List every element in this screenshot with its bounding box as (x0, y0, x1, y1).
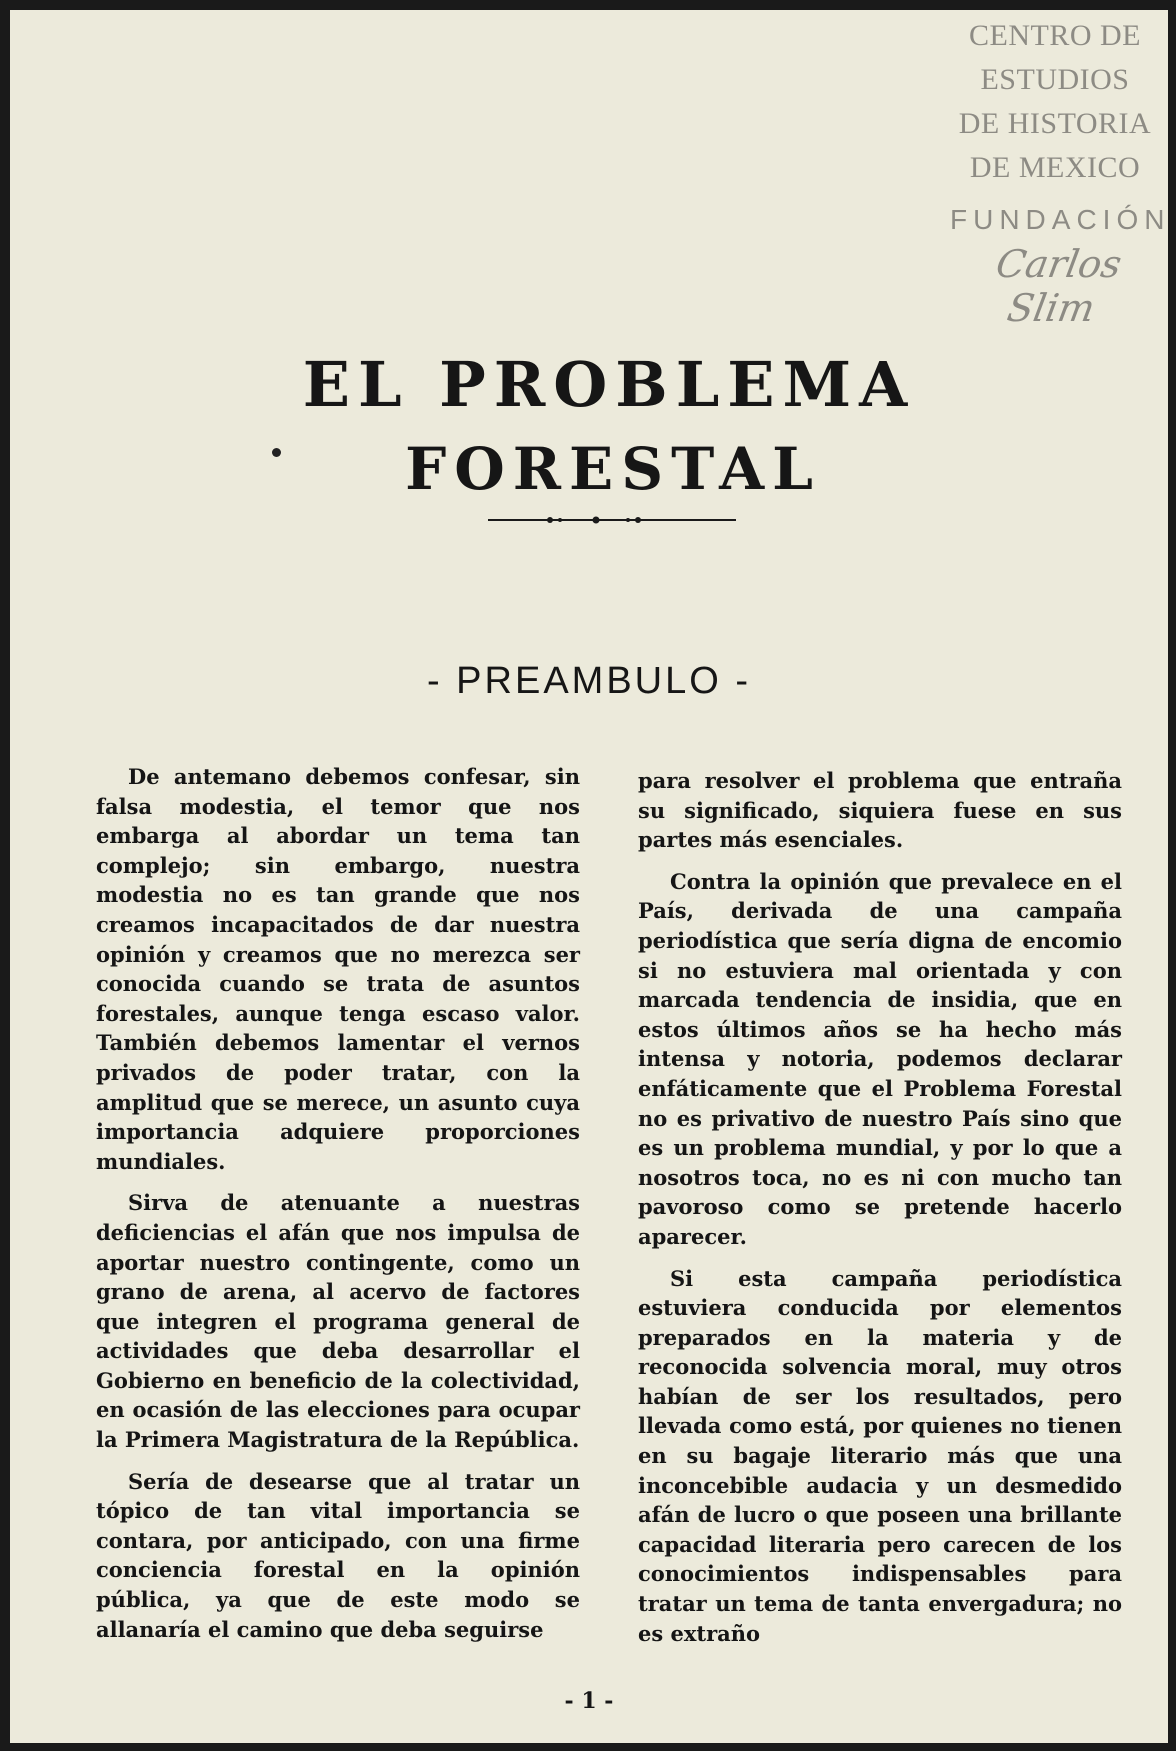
page-number: - 1 - (564, 1688, 614, 1714)
watermark-signature: Carlos Slim (992, 242, 1125, 330)
watermark-line: ESTUDIOS (980, 63, 1130, 96)
watermark-foundation: FUNDACIÓN (950, 204, 1171, 235)
paragraph: Contra la opinión que prevalece en el País, derivada de una campaña periodística que sería digna de encomio si no estuviera mal orientada y con marcada tendencia de insidia, que en estos últimos años se ha hecho más intensa y notoria, podemos declarar enfáticamente que el Problema Forestal no es privativo de nuestro País sino que es un problema mundial, y por lo que a nosotros toca, no es ni con mucho tan pavoroso como se pretende hacerlo aparecer. (638, 868, 1122, 1249)
watermark-line: CENTRO DE (969, 19, 1141, 52)
watermark-line: DE MEXICO (969, 151, 1141, 184)
left-text-column (96, 762, 580, 1656)
paragraph: para resolver el problema que entraña su significado, siquiera fuese en sus partes más esenciales. (638, 768, 1122, 853)
section-heading: - PREAMBULO - (426, 660, 752, 702)
document-title-line-2: FORESTAL (405, 435, 821, 503)
right-text-column (638, 766, 1122, 1660)
paragraph: Sería de desearse que al tratar un tópico de tan vital importancia se contara, por anticipado, con una firme conciencia forestal en la opinión pública, ya que de este modo se allanaría el camino que deba seguirse (96, 1468, 580, 1642)
paragraph: Sirva de atenuante a nuestras deficiencias el afán que nos impulsa de aportar nuestro contingente, como un grano de arena, al acervo de factores que integren el programa general de actividades que deba desarrollar el Gobierno en beneficio de la colectividad, en ocasión de las elecciones para ocupar la Primera Magistratura de la República. (96, 1190, 580, 1453)
title-ornament-rule (488, 515, 736, 525)
document-page (10, 10, 1171, 1743)
archive-watermark (950, 14, 1171, 330)
paragraph: De antemano debemos confesar, sin falsa modestia, el temor que nos embarga al abordar un tema tan complejo; sin embargo, nuestra modestia no es tan grande que nos creamos incapacitados de dar nuestra opinión y creamos que no merezca ser conocida cuando se trata de asuntos forestales, aunque tenga escaso valor. También debemos lamentar el vernos privados de poder tratar, con la amplitud que se merece, un asunto cuya importancia adquiere proporciones mundiales. (96, 764, 580, 1174)
document-title-line-1: EL PROBLEMA (302, 348, 916, 421)
paragraph: Si esta campaña periodística estuviera conducida por elementos preparados en la materia y de reconocida solvencia moral, muy otros habían de ser los resultados, pero llevada como está, por quienes no tienen en su bagaje literario más que una inconcebible audacia y un desmedido afán de lucro o que poseen una brillante capacidad literaria pero carecen de los conocimientos indispensables para tratar un tema de tanta envergadura; no es extraño (638, 1265, 1122, 1646)
watermark-line: DE HISTORIA (958, 107, 1152, 140)
